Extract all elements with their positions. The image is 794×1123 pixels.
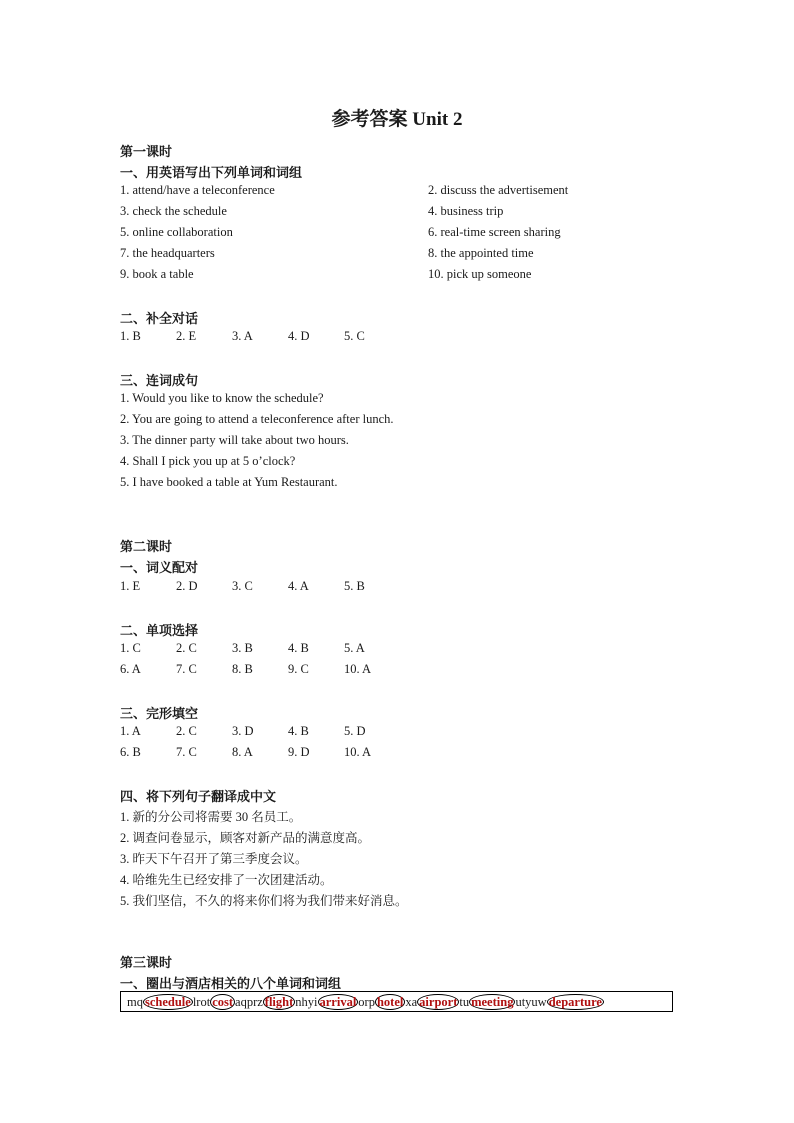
sentence: 5. I have booked a table at Yum Restaurant. xyxy=(120,475,338,489)
lesson2-heading: 第二课时 xyxy=(120,539,173,554)
lesson1-part1-heading: 一、用英语写出下列单词和词组 xyxy=(120,165,303,180)
answer: 4. B xyxy=(288,641,309,655)
lesson1-part2-heading: 二、补全对话 xyxy=(120,311,199,326)
lesson2-part3-heading: 三、完形填空 xyxy=(120,706,199,721)
vocab-item: 5. online collaboration xyxy=(120,225,233,239)
vocab-item: 4. business trip xyxy=(428,204,504,218)
page-title: 参考答案 Unit 2 xyxy=(331,109,463,130)
answer: 1. C xyxy=(120,641,141,655)
answer: 10. A xyxy=(344,662,372,676)
answer: 1. E xyxy=(120,579,141,593)
answer: 2. E xyxy=(176,329,197,343)
answer-row xyxy=(120,579,420,595)
vocab-item: 9. book a table xyxy=(120,267,194,281)
answer: 2. C xyxy=(176,724,197,738)
filler-letters: utyuw xyxy=(515,995,547,1009)
answer: 3. A xyxy=(232,329,253,343)
answer: 3. C xyxy=(232,579,253,593)
answer: 9. D xyxy=(288,745,310,759)
answer-row xyxy=(120,724,420,740)
filler-letters: aqprz xyxy=(235,995,263,1009)
answer: 5. C xyxy=(344,329,365,343)
answer-row xyxy=(120,329,420,345)
lesson2-part2-heading: 二、单项选择 xyxy=(120,623,199,638)
answer: 3. B xyxy=(232,641,253,655)
word-search-letters xyxy=(127,995,604,1010)
translation-sentence: 2. 调查问卷显示，顾客对新产品的满意度高。 xyxy=(120,831,371,845)
answer: 1. A xyxy=(120,724,141,738)
answer-row xyxy=(120,662,420,678)
filler-letters: nhyi xyxy=(295,995,318,1009)
lesson1-heading: 第一课时 xyxy=(120,144,173,159)
sentence: 2. You are going to attend a teleconference after lunch. xyxy=(120,412,394,426)
answer: 6. B xyxy=(120,745,141,759)
lesson2-part1-heading: 一、词义配对 xyxy=(120,560,199,575)
circled-word: departure xyxy=(548,995,602,1009)
vocab-item: 6. real-time screen sharing xyxy=(428,225,561,239)
vocab-item: 7. the headquarters xyxy=(120,246,215,260)
answer: 4. B xyxy=(288,724,309,738)
filler-letters: xa xyxy=(405,995,418,1009)
answer-row xyxy=(120,641,420,657)
circled-word: meeting xyxy=(471,995,514,1009)
translation-sentence: 3. 昨天下午召开了第三季度会议。 xyxy=(120,852,308,866)
sentence: 1. Would you like to know the schedule? xyxy=(120,391,324,405)
vocab-item: 2. discuss the advertisement xyxy=(428,183,569,197)
filler-letters: tu xyxy=(459,995,470,1009)
lesson3-part1-heading: 一、圈出与酒店相关的八个单词和词组 xyxy=(120,976,342,991)
circled-word: hotel xyxy=(376,995,404,1009)
answer: 5. D xyxy=(344,724,366,738)
answer-row xyxy=(120,745,420,761)
answer: 8. B xyxy=(232,662,253,676)
answer: 6. A xyxy=(120,662,141,676)
answer: 3. D xyxy=(232,724,254,738)
answer: 10. A xyxy=(344,745,372,759)
lesson3-heading: 第三课时 xyxy=(120,955,173,970)
vocab-item: 1. attend/have a teleconference xyxy=(120,183,275,197)
answer: 2. C xyxy=(176,641,197,655)
lesson2-part4-heading: 四、将下列句子翻译成中文 xyxy=(120,789,277,804)
vocab-item: 8. the appointed time xyxy=(428,246,534,260)
translation-sentence: 1. 新的分公司将需要 30 名员工。 xyxy=(120,810,302,824)
vocab-item: 10. pick up someone xyxy=(428,267,532,281)
lesson1-part3-heading: 三、连词成句 xyxy=(120,373,199,388)
answer: 4. A xyxy=(288,579,309,593)
sentence: 4. Shall I pick you up at 5 o’clock? xyxy=(120,454,296,468)
translation-sentence: 4. 哈维先生已经安排了一次团建活动。 xyxy=(120,873,333,887)
answer: 8. A xyxy=(232,745,253,759)
vocab-item: 3. check the schedule xyxy=(120,204,227,218)
translation-sentence: 5. 我们坚信，不久的将来你们将为我们带来好消息。 xyxy=(120,894,408,908)
answer: 1. B xyxy=(120,329,141,343)
circled-word: flight xyxy=(264,995,294,1009)
circled-word: cost xyxy=(212,995,234,1009)
filler-letters: mq xyxy=(127,995,143,1009)
circled-word: schedule xyxy=(144,995,191,1009)
answer: 4. D xyxy=(288,329,310,343)
answer: 9. C xyxy=(288,662,309,676)
sentence: 3. The dinner party will take about two hours. xyxy=(120,433,349,447)
answer: 2. D xyxy=(176,579,198,593)
answer: 7. C xyxy=(176,745,197,759)
word-search-box xyxy=(120,991,673,1012)
circled-word: airport xyxy=(419,995,458,1009)
circled-word: arrival xyxy=(319,995,357,1009)
filler-letters: orp xyxy=(358,995,375,1009)
filler-letters: lrot xyxy=(192,995,211,1009)
answer: 5. B xyxy=(344,579,365,593)
answer: 5. A xyxy=(344,641,365,655)
answer: 7. C xyxy=(176,662,197,676)
